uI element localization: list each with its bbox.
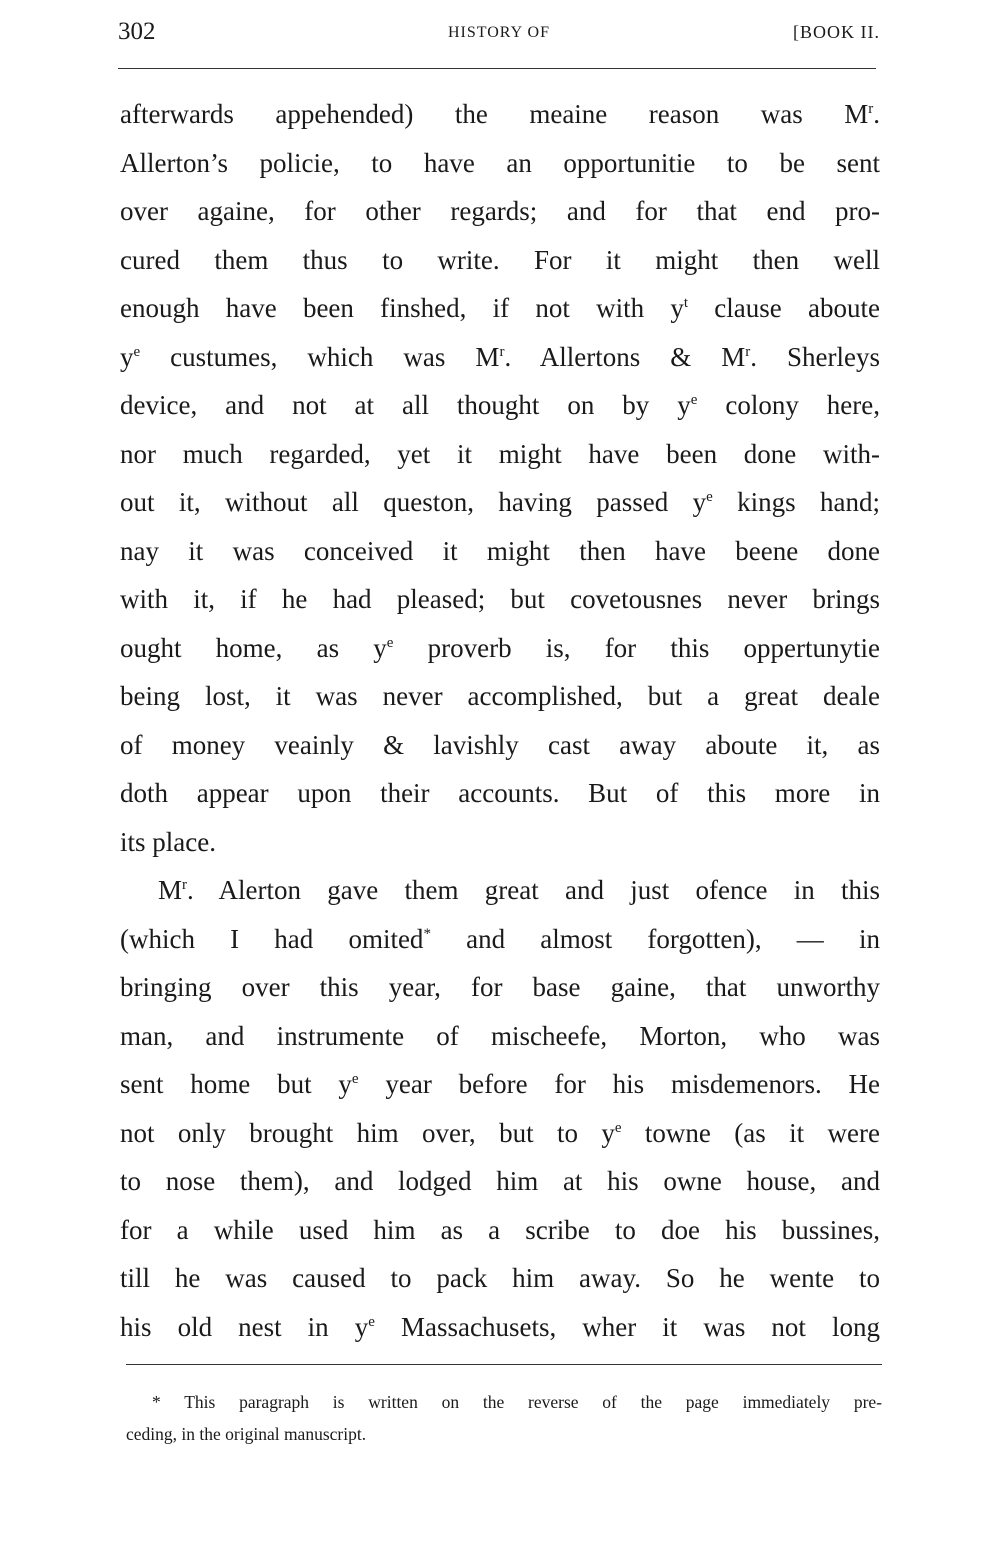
text-line: till he was caused to pack him away. So he wente to — [120, 1263, 880, 1293]
footnote-marker: * — [423, 925, 431, 942]
running-title: HISTORY OF — [447, 24, 551, 41]
text-line: afterwards appehended) the meaine reason was $M^r$. — [120, 99, 880, 129]
text-line: man, and instrumente of mischeefe, Morton, who was — [120, 1020, 880, 1051]
text-line: cured them thus to write. For it might then well — [120, 244, 880, 275]
text-line: to nose them), and lodged him at his owne house, and — [120, 1166, 880, 1196]
text-line: out it, without all queston, having passed $y^e$ kings hand; — [120, 487, 880, 517]
text-line: sent home but $y^e$ year before for his misdemenors. He — [120, 1069, 880, 1099]
text-line: for a while used him as a scribe to doe his bussines, — [120, 1214, 880, 1245]
running-head — [118, 18, 880, 52]
page-number: 302 — [118, 18, 156, 45]
text-line: its place. — [120, 826, 216, 857]
footnote-rule — [126, 1364, 882, 1365]
text-line: enough have been finshed, if not with $y^t$ clause aboute — [120, 293, 880, 323]
book-label: [BOOK II. — [793, 22, 880, 42]
text-line: with it, if he had pleased; but covetousnes never brings — [120, 584, 880, 614]
text-line: doth appear upon their accounts. But of this more in — [120, 778, 880, 808]
text-line: Allerton’s policie, to have an opportunitie to be sent — [120, 147, 880, 178]
text-line: his old nest in $y^e$ Massachusets, wher it was not long — [120, 1311, 880, 1342]
body-text — [120, 90, 880, 1351]
text-line: $M^r$. Alerton gave them great and just ofence in this — [158, 875, 880, 905]
text-line: $y^e$ custumes, which was $M^r$. Allertons & $M^r$. Sherleys — [120, 341, 880, 372]
text-line: nay it was conceived it might then have beene done — [120, 535, 880, 566]
text-line: not only brought him over, but to $y^e$ towne (as it were — [120, 1117, 880, 1148]
text-line: over againe, for other regards; and for that end pro- — [120, 196, 880, 226]
text-line: (which I had omited* and almost forgotten), — in — [120, 923, 880, 954]
text-line: of money veainly & lavishly cast away aboute it, as — [120, 729, 880, 760]
text-line: bringing over this year, for base gaine, that unworthy — [120, 972, 880, 1002]
text-line: ought home, as $y^e$ proverb is, for this oppertunytie — [120, 632, 880, 663]
text-line: being lost, it was never accomplished, but a great deale — [120, 681, 880, 711]
footnote — [126, 1386, 882, 1450]
text-line: nor much regarded, yet it might have been done with- — [120, 438, 880, 469]
footnote-line: ceding, in the original manuscript. — [126, 1424, 367, 1444]
header-rule — [118, 68, 876, 69]
footnote-line: * This paragraph is written on the reverse of the page immediately pre- — [152, 1392, 882, 1412]
text-line: device, and not at all thought on by $y^e$ colony here, — [120, 390, 880, 420]
